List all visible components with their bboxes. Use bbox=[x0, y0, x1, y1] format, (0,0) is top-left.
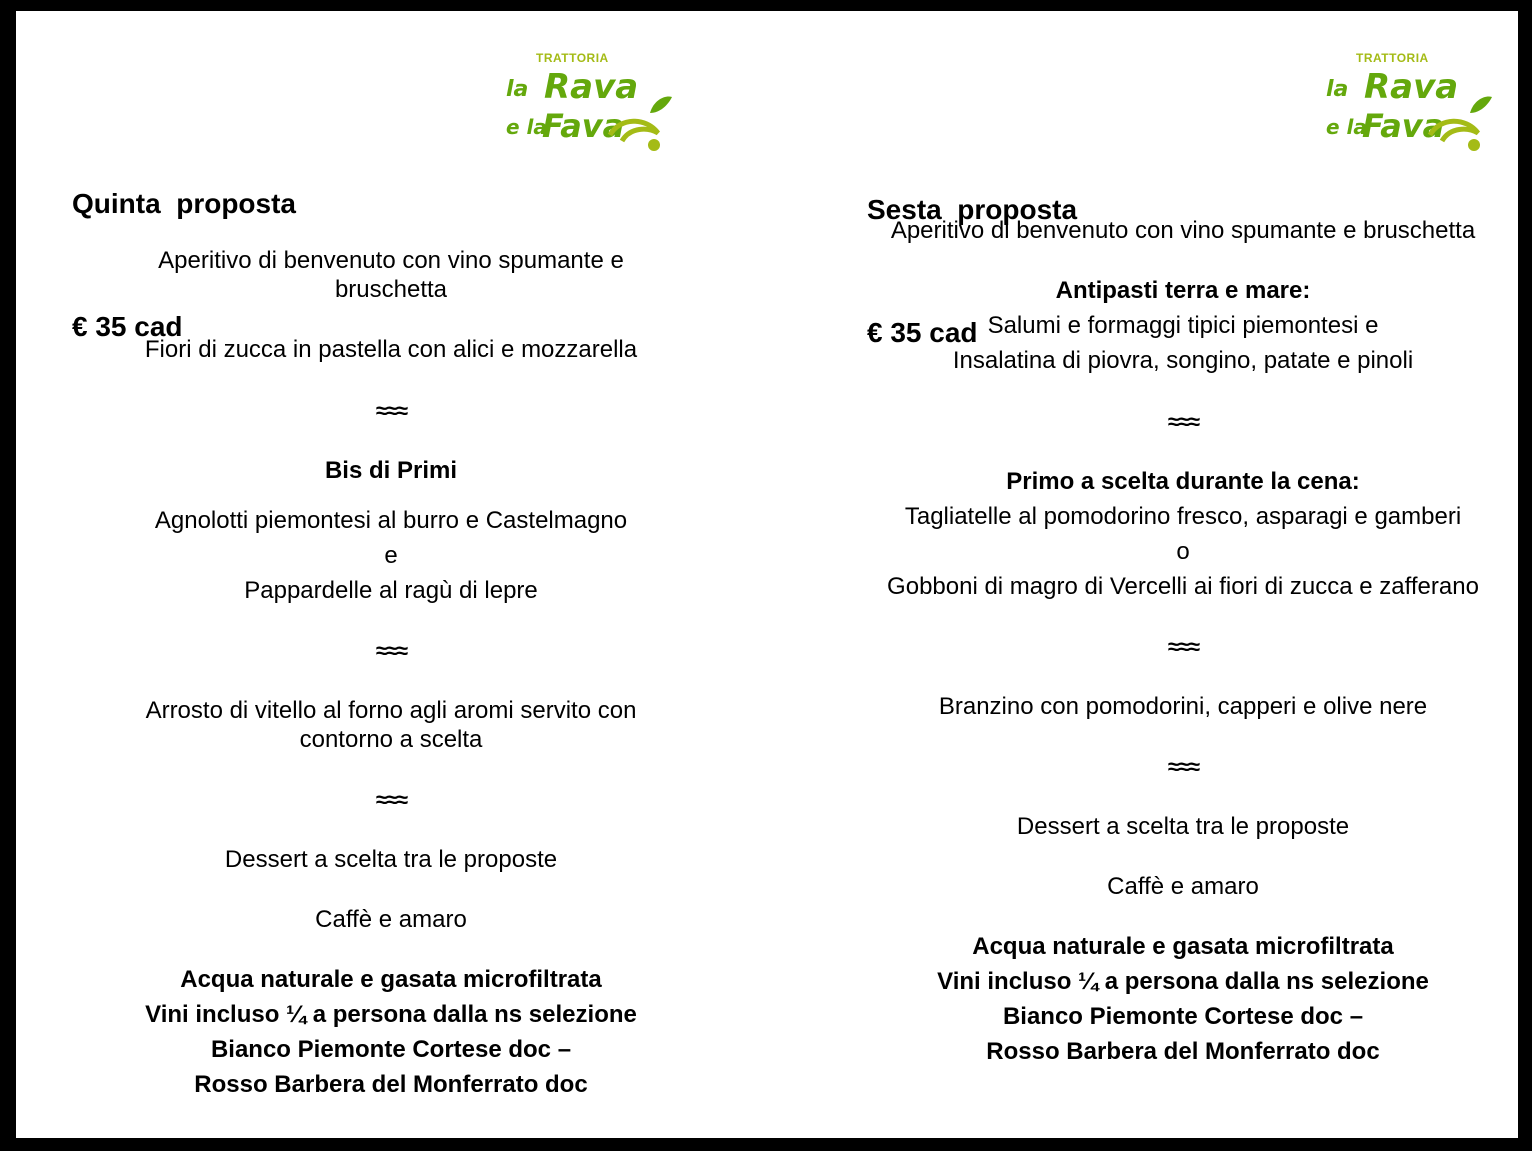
menu-item: Caffè e amaro bbox=[1107, 873, 1259, 900]
menu-item: Vini incluso ¼ a persona dalla ns selezione bbox=[937, 968, 1429, 995]
menu-item: o bbox=[1176, 538, 1190, 565]
menu-item: Acqua naturale e gasata microfiltrata bbox=[180, 966, 602, 993]
menu-item: Agnolotti piemontesi al burro e Castelmagno bbox=[154, 507, 628, 534]
proposal-price: € 35 cad bbox=[72, 311, 183, 342]
menu-item: Salumi e formaggi tipici piemontesi e bbox=[987, 312, 1379, 339]
menu-item: Acqua naturale e gasata microfiltrata bbox=[972, 933, 1394, 960]
menu-item: Fiori di zucca in pastella con alici e mozzarella bbox=[144, 336, 638, 363]
menu-column-right bbox=[808, 11, 1518, 1138]
menu-item: Bianco Piemonte Cortese doc – bbox=[1002, 1003, 1364, 1030]
menu-item: Pappardelle al ragù di lepre bbox=[244, 577, 538, 604]
logo-trattoria-text: TRATTORIA bbox=[1356, 51, 1429, 65]
menu-item: Gobboni di magro di Vercelli ai fiori di zucca e zafferano bbox=[887, 573, 1479, 600]
logo-rava-text: Rava bbox=[544, 67, 639, 107]
logo-fava-text: Fava bbox=[1362, 107, 1445, 145]
course-separator: ≈≈≈ bbox=[1167, 409, 1199, 434]
course-separator: ≈≈≈ bbox=[375, 398, 407, 423]
logo-rava-text: Rava bbox=[1364, 67, 1459, 107]
menu-item: Tagliatelle al pomodorino fresco, asparagi e gamberi bbox=[904, 503, 1462, 530]
menu-item: Bianco Piemonte Cortese doc – bbox=[210, 1036, 572, 1063]
menu-item: Dessert a scelta tra le proposte bbox=[224, 846, 558, 873]
proposal-title: Sesta proposta bbox=[867, 194, 1078, 225]
menu-item: Insalatina di piovra, songino, patate e pinoli bbox=[952, 347, 1414, 374]
menu-list bbox=[106, 246, 676, 1099]
menu-item: Bis di Primi bbox=[324, 457, 458, 484]
logo-la-text: la bbox=[506, 77, 529, 102]
menu-list bbox=[868, 216, 1498, 1066]
menu-item: Rosso Barbera del Monferrato doc bbox=[194, 1071, 588, 1098]
menu-page bbox=[16, 11, 1518, 1138]
menu-item: Arrosto di vitello al forno agli aromi servito con contorno a scelta bbox=[145, 697, 637, 753]
menu-item: Vini incluso ¼ a persona dalla ns selezione bbox=[145, 1001, 637, 1028]
trattoria-logo bbox=[1326, 49, 1496, 159]
course-separator: ≈≈≈ bbox=[1167, 754, 1199, 779]
menu-item: Caffè e amaro bbox=[315, 906, 467, 933]
menu-item: Antipasti terra e mare: bbox=[1055, 277, 1311, 304]
proposal-price: € 35 cad bbox=[867, 317, 978, 348]
course-separator: ≈≈≈ bbox=[375, 638, 407, 663]
proposal-title: Quinta proposta bbox=[72, 188, 296, 219]
logo-ela-text: e la bbox=[506, 115, 547, 139]
menu-item: Primo a scelta durante la cena: bbox=[1006, 468, 1360, 495]
logo-ela-text: e la bbox=[1326, 115, 1367, 139]
logo-la-text: la bbox=[1326, 77, 1349, 102]
swirl-icon bbox=[606, 115, 666, 155]
menu-item: Dessert a scelta tra le proposte bbox=[1016, 813, 1350, 840]
course-separator: ≈≈≈ bbox=[375, 787, 407, 812]
menu-item: Aperitivo di benvenuto con vino spumante e bruschetta bbox=[890, 217, 1476, 244]
swirl-icon bbox=[1426, 115, 1486, 155]
logo-fava-text: Fava bbox=[542, 107, 625, 145]
menu-column-left bbox=[16, 11, 776, 1138]
course-separator: ≈≈≈ bbox=[1167, 634, 1199, 659]
menu-item: e bbox=[384, 542, 398, 569]
menu-item: Rosso Barbera del Monferrato doc bbox=[986, 1038, 1380, 1065]
trattoria-logo bbox=[506, 49, 676, 159]
menu-item: Aperitivo di benvenuto con vino spumante e bruschetta bbox=[158, 247, 624, 303]
logo-trattoria-text: TRATTORIA bbox=[536, 51, 609, 65]
menu-item: Branzino con pomodorini, capperi e olive nere bbox=[938, 693, 1428, 720]
